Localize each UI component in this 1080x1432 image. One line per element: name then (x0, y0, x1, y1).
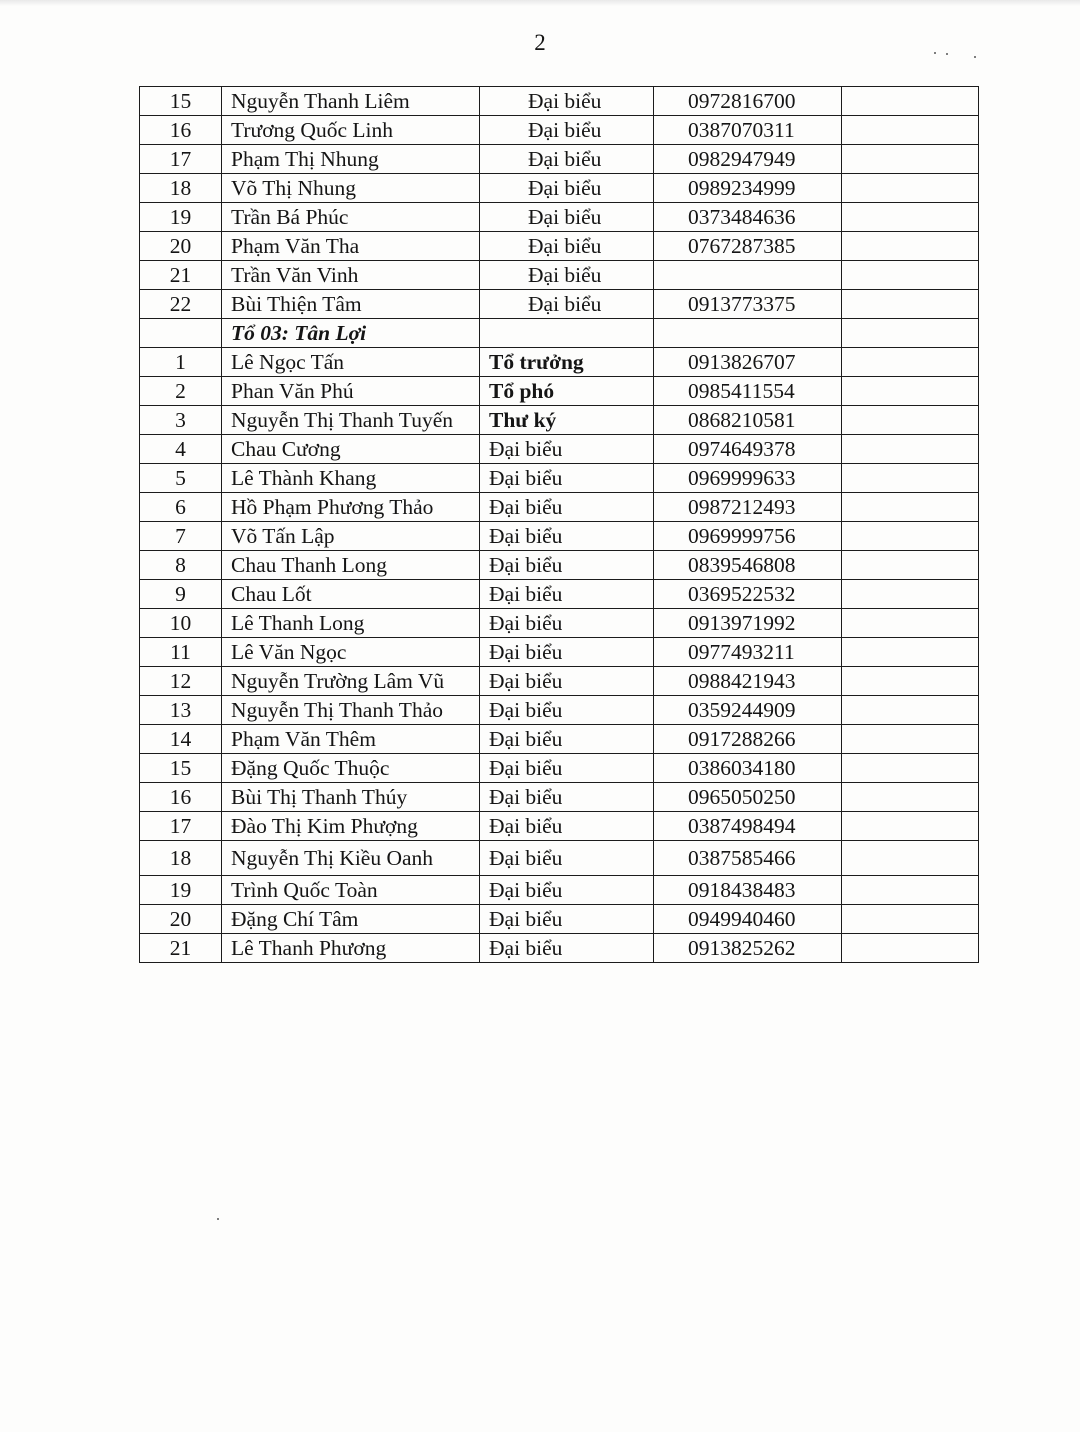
role-cell: Đại biểu (480, 87, 654, 116)
role-cell: Đại biểu (480, 203, 654, 232)
note-cell (842, 145, 979, 174)
table-row (140, 203, 979, 232)
table-row (140, 261, 979, 290)
stt-cell: 13 (140, 696, 222, 725)
name-cell: Chau Cương (222, 435, 480, 464)
name-cell: Đặng Chí Tâm (222, 905, 480, 934)
phone-cell: 0977493211 (654, 638, 842, 667)
role-cell: Đại biểu (480, 609, 654, 638)
note-cell (842, 464, 979, 493)
name-cell: Lê Thành Khang (222, 464, 480, 493)
name-cell: Đặng Quốc Thuộc (222, 754, 480, 783)
stt-cell: 11 (140, 638, 222, 667)
note-cell (842, 522, 979, 551)
stt-cell: 6 (140, 493, 222, 522)
role-cell: Đại biểu (480, 464, 654, 493)
role-cell (480, 319, 654, 348)
table-row (140, 87, 979, 116)
note-cell (842, 116, 979, 145)
role-cell: Đại biểu (480, 290, 654, 319)
phone-cell: 0359244909 (654, 696, 842, 725)
note-cell (842, 377, 979, 406)
phone-cell: 0387070311 (654, 116, 842, 145)
note-cell (842, 725, 979, 754)
name-cell: Hồ Phạm Phương Thảo (222, 493, 480, 522)
phone-cell: 0839546808 (654, 551, 842, 580)
phone-cell: 0989234999 (654, 174, 842, 203)
note-cell (842, 232, 979, 261)
table-row (140, 406, 979, 435)
phone-cell: 0987212493 (654, 493, 842, 522)
role-cell: Đại biểu (480, 667, 654, 696)
name-cell: Bùi Thiện Tâm (222, 290, 480, 319)
note-cell (842, 580, 979, 609)
table-row (140, 609, 979, 638)
name-cell: Phạm Văn Thêm (222, 725, 480, 754)
stt-cell: 3 (140, 406, 222, 435)
role-cell: Tổ phó (480, 377, 654, 406)
table-row (140, 905, 979, 934)
stt-cell: 18 (140, 841, 222, 876)
stt-cell: 2 (140, 377, 222, 406)
stt-cell: 1 (140, 348, 222, 377)
stt-cell: 15 (140, 87, 222, 116)
table-row (140, 876, 979, 905)
role-cell: Đại biểu (480, 812, 654, 841)
empty-cell (654, 319, 842, 348)
role-cell: Đại biểu (480, 725, 654, 754)
name-cell: Đào Thị Kim Phượng (222, 812, 480, 841)
phone-cell (654, 261, 842, 290)
note-cell (842, 905, 979, 934)
name-cell: Lê Ngọc Tấn (222, 348, 480, 377)
role-cell: Đại biểu (480, 232, 654, 261)
role-cell: Đại biểu (480, 934, 654, 963)
phone-cell: 0949940460 (654, 905, 842, 934)
scan-speck (217, 1218, 219, 1220)
note-cell (842, 203, 979, 232)
phone-cell: 0767287385 (654, 232, 842, 261)
phone-cell: 0913773375 (654, 290, 842, 319)
stt-cell: 16 (140, 116, 222, 145)
name-cell: Chau Lốt (222, 580, 480, 609)
name-cell: Trương Quốc Linh (222, 116, 480, 145)
name-cell: Võ Thị Nhung (222, 174, 480, 203)
note-cell (842, 493, 979, 522)
stt-cell: 22 (140, 290, 222, 319)
stt-cell: 5 (140, 464, 222, 493)
note-cell (842, 290, 979, 319)
stt-cell: 8 (140, 551, 222, 580)
table-row (140, 174, 979, 203)
stt-cell: 21 (140, 261, 222, 290)
name-cell: Lê Thanh Long (222, 609, 480, 638)
name-cell: Nguyễn Thị Kiều Oanh (222, 841, 480, 876)
delegate-roster-table (139, 86, 979, 963)
phone-cell: 0387585466 (654, 841, 842, 876)
note-cell (842, 754, 979, 783)
phone-cell: 0972816700 (654, 87, 842, 116)
phone-cell: 0373484636 (654, 203, 842, 232)
table-row (140, 232, 979, 261)
role-cell: Thư ký (480, 406, 654, 435)
phone-cell: 0913971992 (654, 609, 842, 638)
phone-cell: 0917288266 (654, 725, 842, 754)
scan-speck (934, 52, 936, 54)
role-cell: Đại biểu (480, 174, 654, 203)
role-cell: Tổ trưởng (480, 348, 654, 377)
note-cell (842, 812, 979, 841)
name-cell: Phan Văn Phú (222, 377, 480, 406)
stt-cell: 4 (140, 435, 222, 464)
table-row (140, 145, 979, 174)
note-cell (842, 87, 979, 116)
stt-cell: 18 (140, 174, 222, 203)
role-cell: Đại biểu (480, 261, 654, 290)
role-cell: Đại biểu (480, 638, 654, 667)
note-cell (842, 261, 979, 290)
role-cell: Đại biểu (480, 145, 654, 174)
phone-cell: 0918438483 (654, 876, 842, 905)
note-cell (842, 667, 979, 696)
role-cell: Đại biểu (480, 435, 654, 464)
page-number: 2 (534, 30, 546, 55)
table-row (140, 841, 979, 876)
note-cell (842, 609, 979, 638)
name-cell: Lê Văn Ngọc (222, 638, 480, 667)
table-row (140, 783, 979, 812)
role-cell: Đại biểu (480, 580, 654, 609)
phone-cell: 0988421943 (654, 667, 842, 696)
phone-cell: 0369522532 (654, 580, 842, 609)
phone-cell: 0387498494 (654, 812, 842, 841)
table-row (140, 377, 979, 406)
phone-cell: 0913826707 (654, 348, 842, 377)
table-row (140, 812, 979, 841)
stt-cell (140, 319, 222, 348)
table-row (140, 696, 979, 725)
note-cell (842, 783, 979, 812)
role-cell: Đại biểu (480, 551, 654, 580)
stt-cell: 21 (140, 934, 222, 963)
stt-cell: 20 (140, 232, 222, 261)
name-cell: Phạm Thị Nhung (222, 145, 480, 174)
table-row (140, 667, 979, 696)
stt-cell: 19 (140, 876, 222, 905)
table-row (140, 522, 979, 551)
table-row (140, 348, 979, 377)
table-row (140, 290, 979, 319)
empty-cell (842, 319, 979, 348)
note-cell (842, 696, 979, 725)
name-cell: Trần Văn Vinh (222, 261, 480, 290)
phone-cell: 0868210581 (654, 406, 842, 435)
name-cell: Nguyễn Trường Lâm Vũ (222, 667, 480, 696)
table-row (140, 754, 979, 783)
scan-speck (974, 56, 976, 58)
name-cell: Trình Quốc Toàn (222, 876, 480, 905)
stt-cell: 15 (140, 754, 222, 783)
role-cell: Đại biểu (480, 876, 654, 905)
role-cell: Đại biểu (480, 493, 654, 522)
group-header-row (140, 319, 979, 348)
note-cell (842, 841, 979, 876)
table-row (140, 638, 979, 667)
table-row (140, 464, 979, 493)
table-row (140, 725, 979, 754)
phone-cell: 0969999633 (654, 464, 842, 493)
phone-cell: 0965050250 (654, 783, 842, 812)
stt-cell: 17 (140, 812, 222, 841)
note-cell (842, 638, 979, 667)
scan-shadow (0, 0, 1080, 6)
role-cell: Đại biểu (480, 116, 654, 145)
role-cell: Đại biểu (480, 754, 654, 783)
stt-cell: 7 (140, 522, 222, 551)
note-cell (842, 406, 979, 435)
roster-body (140, 87, 979, 963)
note-cell (842, 934, 979, 963)
role-cell: Đại biểu (480, 841, 654, 876)
phone-cell: 0985411554 (654, 377, 842, 406)
stt-cell: 19 (140, 203, 222, 232)
phone-cell: 0969999756 (654, 522, 842, 551)
stt-cell: 12 (140, 667, 222, 696)
table-row (140, 493, 979, 522)
note-cell (842, 435, 979, 464)
group-title: Tổ 03: Tân Lợi (222, 319, 480, 348)
name-cell: Nguyễn Thị Thanh Thảo (222, 696, 480, 725)
name-cell: Chau Thanh Long (222, 551, 480, 580)
table-row (140, 580, 979, 609)
stt-cell: 20 (140, 905, 222, 934)
name-cell: Trần Bá Phúc (222, 203, 480, 232)
stt-cell: 16 (140, 783, 222, 812)
stt-cell: 14 (140, 725, 222, 754)
note-cell (842, 551, 979, 580)
table-row (140, 116, 979, 145)
stt-cell: 9 (140, 580, 222, 609)
name-cell: Lê Thanh Phương (222, 934, 480, 963)
table-row (140, 551, 979, 580)
role-cell: Đại biểu (480, 522, 654, 551)
role-cell: Đại biểu (480, 905, 654, 934)
note-cell (842, 174, 979, 203)
phone-cell: 0913825262 (654, 934, 842, 963)
role-cell: Đại biểu (480, 696, 654, 725)
phone-cell: 0982947949 (654, 145, 842, 174)
phone-cell: 0974649378 (654, 435, 842, 464)
name-cell: Nguyễn Thanh Liêm (222, 87, 480, 116)
role-cell: Đại biểu (480, 783, 654, 812)
stt-cell: 17 (140, 145, 222, 174)
table-row (140, 435, 979, 464)
name-cell: Võ Tấn Lập (222, 522, 480, 551)
note-cell (842, 348, 979, 377)
phone-cell: 0386034180 (654, 754, 842, 783)
note-cell (842, 876, 979, 905)
table-row (140, 934, 979, 963)
name-cell: Phạm Văn Tha (222, 232, 480, 261)
name-cell: Bùi Thị Thanh Thúy (222, 783, 480, 812)
scan-speck (946, 53, 948, 55)
stt-cell: 10 (140, 609, 222, 638)
name-cell: Nguyễn Thị Thanh Tuyến (222, 406, 480, 435)
